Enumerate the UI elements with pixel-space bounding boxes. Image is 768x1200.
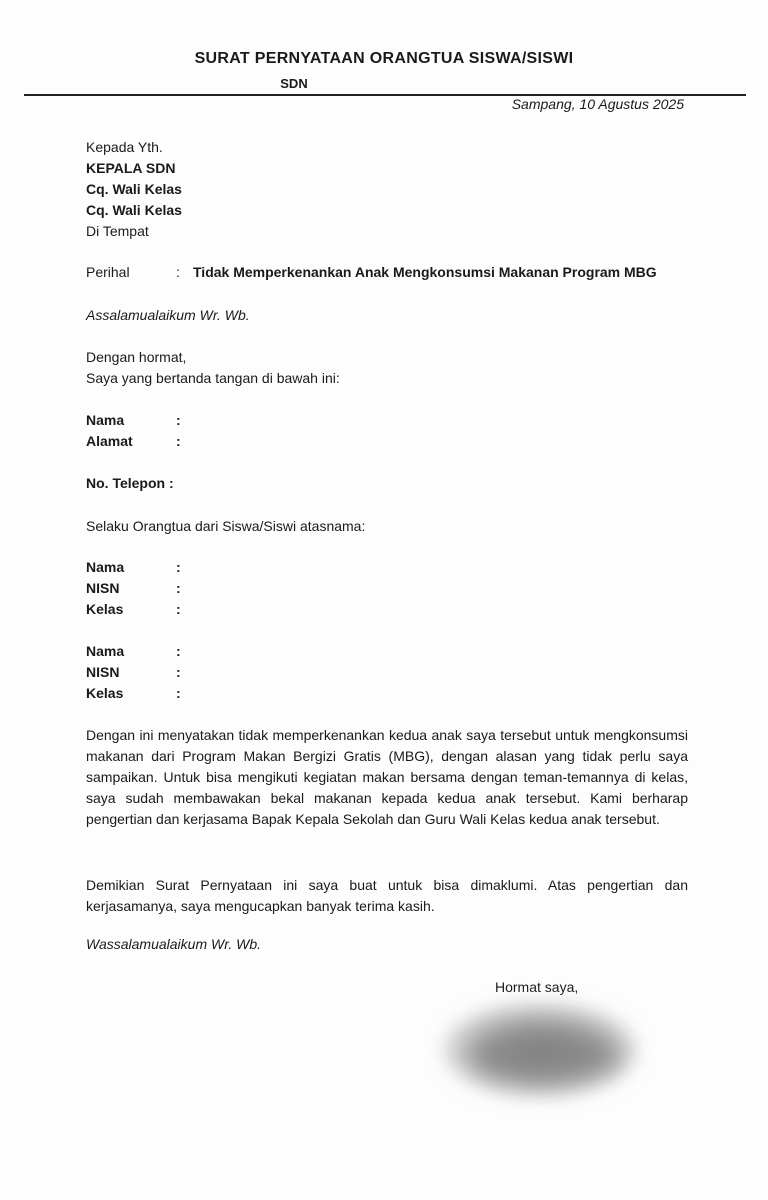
document-subtitle: SDN (280, 76, 308, 91)
child2-class-colon: : (176, 685, 181, 701)
parent-phone-label: No. Telepon : (86, 475, 174, 491)
body-paragraph-2: Demikian Surat Pernyataan ini saya buat untuk bisa dimaklumi. Atas pengertian dan kerjasamanya, saya mengucapkan banyak terima kasih. (86, 877, 688, 914)
child2-name-label: Nama (86, 643, 125, 659)
opening-line-2: Saya yang bertanda tangan di bawah ini: (86, 370, 340, 386)
body-paragraph-1: Dengan ini menyatakan tidak memperkenankan kedua anak saya tersebut untuk mengkonsumsi makanan dari Program Makan Bergizi Gratis (MBG), dengan alasan yang tidak perlu saya sampaikan. Untuk bisa mengikuti kegiatan makan bersama dengan teman-temannya di kelas, saya sudah membawakan bekal makanan kepada kedua anak tersebut. Kami berharap pengertian dan kerjasama Bapak Kepala Sekolah dan Guru Wali Kelas kedua anak tersebut. (86, 727, 688, 827)
subject-colon: : (176, 264, 180, 280)
addressee-line-3: Cq. Wali Kelas (86, 181, 182, 197)
children-intro: Selaku Orangtua dari Siswa/Siswi atasnama: (86, 518, 366, 534)
subject-text: Tidak Memperkenankan Anak Mengkonsumsi Makanan Program MBG (193, 264, 657, 280)
child2-class-label: Kelas (86, 685, 124, 701)
child1-name-label: Nama (86, 559, 125, 575)
child1-class-colon: : (176, 601, 181, 617)
addressee-line-2: KEPALA SDN (86, 160, 176, 176)
child1-name-colon: : (176, 559, 181, 575)
addressee-line-5: Di Tempat (86, 223, 149, 239)
child2-name-colon: : (176, 643, 181, 659)
parent-name-label: Nama (86, 412, 125, 428)
parent-address-label: Alamat (86, 433, 133, 449)
subject-label: Perihal (86, 264, 130, 280)
closing-hormat: Hormat saya, (495, 979, 579, 995)
parent-name-colon: : (176, 412, 181, 428)
child1-nisn-colon: : (176, 580, 181, 596)
document-title: SURAT PERNYATAAN ORANGTUA SISWA/SISWI (194, 50, 574, 67)
child1-nisn-label: NISN (86, 580, 120, 596)
child2-nisn-label: NISN (86, 664, 120, 680)
letter-date: Sampang, 10 Agustus 2025 (511, 96, 684, 112)
addressee-line-4: Cq. Wali Kelas (86, 202, 182, 218)
closing-salam: Wassalamualaikum Wr. Wb. (86, 936, 262, 952)
child1-class-label: Kelas (86, 601, 124, 617)
redacted-signature-core (470, 1030, 620, 1080)
addressee-line-1: Kepada Yth. (86, 139, 163, 155)
child2-nisn-colon: : (176, 664, 181, 680)
greeting: Assalamualaikum Wr. Wb. (86, 307, 250, 323)
opening-line-1: Dengan hormat, (86, 349, 187, 365)
parent-address-colon: : (176, 433, 181, 449)
